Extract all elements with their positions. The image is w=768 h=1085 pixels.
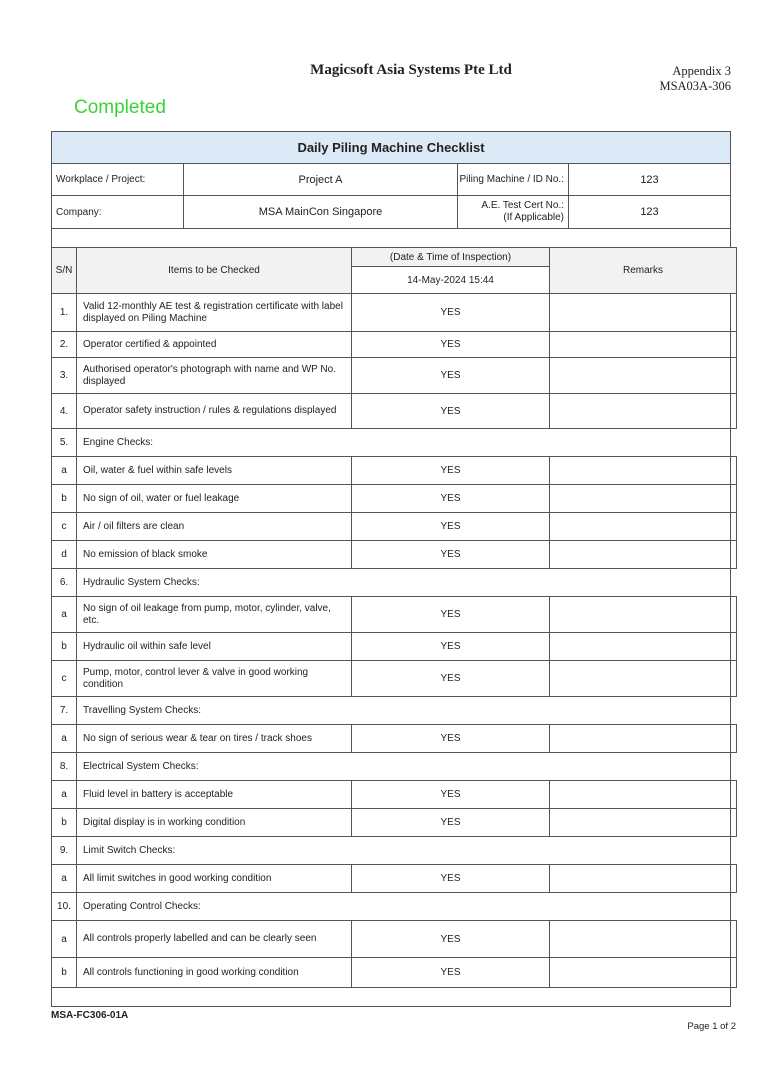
- row-sn: 2.: [51, 331, 77, 358]
- row-sn: 5.: [51, 428, 77, 457]
- row-result: YES: [351, 331, 550, 358]
- row-result: YES: [351, 293, 550, 332]
- row-result: YES: [351, 393, 550, 429]
- row-sn: a: [51, 596, 77, 633]
- appendix-label: Appendix 3: [672, 64, 731, 78]
- section-heading: Electrical System Checks:: [76, 752, 737, 781]
- cert-label: [457, 195, 569, 229]
- row-item: Oil, water & fuel within safe levels: [76, 456, 352, 485]
- row-sn: d: [51, 540, 77, 569]
- row-item: All limit switches in good working condition: [76, 864, 352, 893]
- row-sn: c: [51, 660, 77, 697]
- machine-id-label: Piling Machine / ID No.:: [457, 163, 569, 196]
- row-sn: 9.: [51, 836, 77, 865]
- row-remarks: [549, 596, 737, 633]
- row-sn: a: [51, 864, 77, 893]
- row-result: YES: [351, 864, 550, 893]
- page-number: Page 1 of 2: [687, 1021, 736, 1032]
- col-header-remarks: Remarks: [549, 247, 737, 294]
- company-name: Magicsoft Asia Systems Pte Ltd: [310, 62, 512, 78]
- row-sn: a: [51, 724, 77, 753]
- row-result: YES: [351, 512, 550, 541]
- company-label: Company:: [51, 195, 184, 229]
- row-result: YES: [351, 780, 550, 809]
- row-remarks: [549, 632, 737, 661]
- row-item: No sign of serious wear & tear on tires / track shoes: [76, 724, 352, 753]
- row-remarks: [549, 456, 737, 485]
- row-sn: b: [51, 484, 77, 513]
- row-sn: a: [51, 920, 77, 958]
- row-remarks: [549, 512, 737, 541]
- workplace-value: Project A: [183, 163, 458, 196]
- row-sn: b: [51, 632, 77, 661]
- row-result: YES: [351, 660, 550, 697]
- row-result: YES: [351, 920, 550, 958]
- row-item: No emission of black smoke: [76, 540, 352, 569]
- row-item: Operator safety instruction / rules & regulations displayed: [76, 393, 352, 429]
- row-remarks: [549, 808, 737, 837]
- row-result: YES: [351, 484, 550, 513]
- col-header-sn: S/N: [51, 247, 77, 294]
- row-remarks: [549, 920, 737, 958]
- row-sn: 10.: [51, 892, 77, 921]
- row-result: YES: [351, 724, 550, 753]
- row-sn: 4.: [51, 393, 77, 429]
- row-item: Fluid level in battery is acceptable: [76, 780, 352, 809]
- row-sn: 7.: [51, 696, 77, 725]
- row-remarks: [549, 864, 737, 893]
- row-sn: c: [51, 512, 77, 541]
- row-item: Digital display is in working condition: [76, 808, 352, 837]
- col-header-date-label: (Date & Time of Inspection): [351, 247, 550, 267]
- col-header-items: Items to be Checked: [76, 247, 352, 294]
- row-item: No sign of oil, water or fuel leakage: [76, 484, 352, 513]
- row-result: YES: [351, 632, 550, 661]
- row-remarks: [549, 331, 737, 358]
- row-item: Hydraulic oil within safe level: [76, 632, 352, 661]
- company-value: MSA MainCon Singapore: [183, 195, 458, 229]
- document-code: MSA03A-306: [659, 79, 731, 93]
- row-item: No sign of oil leakage from pump, motor, cylinder, valve, etc.: [76, 596, 352, 633]
- row-sn: 8.: [51, 752, 77, 781]
- cert-label-line1: A.E. Test Cert No.:: [481, 200, 564, 211]
- row-remarks: [549, 660, 737, 697]
- row-remarks: [549, 724, 737, 753]
- form-title: Daily Piling Machine Checklist: [51, 131, 731, 164]
- section-heading: Limit Switch Checks:: [76, 836, 737, 865]
- row-remarks: [549, 293, 737, 332]
- row-result: YES: [351, 540, 550, 569]
- row-remarks: [549, 393, 737, 429]
- row-remarks: [549, 484, 737, 513]
- section-heading: Hydraulic System Checks:: [76, 568, 737, 597]
- section-heading: Engine Checks:: [76, 428, 737, 457]
- row-result: YES: [351, 357, 550, 394]
- row-result: YES: [351, 957, 550, 988]
- row-item: Operator certified & appointed: [76, 331, 352, 358]
- appendix-block: [659, 64, 731, 94]
- row-result: YES: [351, 808, 550, 837]
- row-sn: a: [51, 456, 77, 485]
- row-item: Authorised operator's photograph with name and WP No. displayed: [76, 357, 352, 394]
- cert-label-line2: (If Applicable): [503, 212, 564, 223]
- form-code: MSA-FC306-01A: [51, 1010, 129, 1021]
- row-sn: 6.: [51, 568, 77, 597]
- row-sn: 3.: [51, 357, 77, 394]
- inspection-datetime: 14-May-2024 15:44: [351, 266, 550, 294]
- row-remarks: [549, 780, 737, 809]
- row-remarks: [549, 357, 737, 394]
- row-sn: b: [51, 808, 77, 837]
- workplace-label: Workplace / Project:: [51, 163, 184, 196]
- machine-id-value: 123: [568, 163, 731, 196]
- row-result: YES: [351, 596, 550, 633]
- row-remarks: [549, 540, 737, 569]
- row-sn: b: [51, 957, 77, 988]
- row-remarks: [549, 957, 737, 988]
- row-sn: 1.: [51, 293, 77, 332]
- row-item: All controls properly labelled and can be clearly seen: [76, 920, 352, 958]
- row-result: YES: [351, 456, 550, 485]
- row-item: Air / oil filters are clean: [76, 512, 352, 541]
- row-sn: a: [51, 780, 77, 809]
- section-heading: Operating Control Checks:: [76, 892, 737, 921]
- row-item: All controls functioning in good working condition: [76, 957, 352, 988]
- section-heading: Travelling System Checks:: [76, 696, 737, 725]
- row-item: Valid 12-monthly AE test & registration certificate with label displayed on Piling Machine: [76, 293, 352, 332]
- cert-value: 123: [568, 195, 731, 229]
- row-item: Pump, motor, control lever & valve in good working condition: [76, 660, 352, 697]
- status-label: Completed: [74, 97, 166, 118]
